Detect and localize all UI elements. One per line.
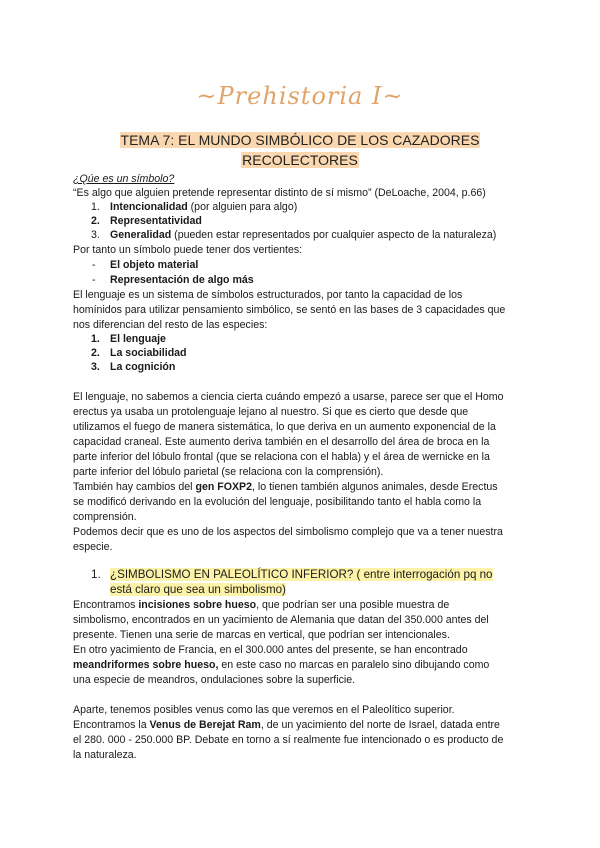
text-run: , que podrían ser una posible muestra de	[256, 599, 450, 611]
text-run: , de un yacimiento del norte de Israel, datada entre	[260, 719, 500, 731]
bold-term: meandriformes sobre hueso,	[73, 659, 219, 671]
bullet: -	[92, 274, 96, 286]
topic-heading-line-1: TEMA 7: EL MUNDO SIMBÓLICO DE LOS CAZADORES	[120, 132, 480, 148]
list-bold: Intencionalidad	[110, 201, 188, 213]
paragraph-line: comprensión.	[73, 511, 137, 523]
paragraph-line	[73, 718, 500, 733]
text-run: Encontramos la	[73, 719, 150, 731]
list-bold: Representatividad	[110, 215, 202, 227]
page-title: ~Prehistoria I~	[196, 82, 404, 110]
list-item	[91, 200, 100, 215]
list-number: 3.	[91, 361, 100, 373]
topic-heading	[0, 130, 600, 170]
paragraph-line: homínidos para utilizar pensamiento simbólico, se sentó en las bases de 3 capacidades que	[73, 304, 506, 316]
list-item-text	[110, 228, 496, 243]
paragraph-line: parte inferior del lóbulo parietal (se relaciona con la comprensión).	[73, 466, 384, 478]
bullet-text: Representación de algo más	[110, 274, 254, 286]
paragraph-line: Aparte, tenemos posibles venus como las que veremos en el Paleolítico superior.	[73, 704, 455, 716]
paragraph: Por tanto un símbolo puede tener dos vertientes:	[73, 244, 303, 256]
section-heading	[110, 567, 493, 582]
list-rest: (por alguien para algo)	[187, 201, 298, 213]
paragraph-line	[73, 598, 449, 613]
list-bold: El lenguaje	[110, 333, 166, 345]
section-heading	[110, 582, 286, 597]
paragraph-line: una especie de meandros, ondulaciones sobre la superficie.	[73, 674, 356, 686]
section-number: 1.	[91, 568, 101, 581]
paragraph-line: utilizamos el fuego de manera sistemática, lo que deriva en un aumento exponencial de la	[73, 421, 496, 433]
paragraph-line: especie.	[73, 541, 113, 553]
bullet-text: El objeto material	[110, 259, 199, 271]
list-number: 2.	[91, 215, 100, 227]
gene-name: gen FOXP2	[195, 481, 252, 493]
paragraph-line: erectus ya usaba un protolenguaje lejano al nuestro. Si que es cierto que desde que	[73, 406, 469, 418]
definition-quote: “Es algo que alguien pretende representar distinto de sí mismo” (DeLoache, 2004, p.66)	[73, 187, 486, 199]
text-run: , lo tienen también algunos animales, desde Erectus	[252, 481, 498, 493]
list-rest: (pueden estar representados por cualquier aspecto de la naturaleza)	[171, 229, 497, 241]
list-number: 2.	[91, 347, 100, 359]
paragraph-line: El lenguaje es un sistema de símbolos estructurados, por tanto la capacidad de los	[73, 289, 463, 301]
paragraph-line	[73, 480, 498, 495]
paragraph-line: la naturaleza.	[73, 749, 137, 761]
paragraph-line: En otro yacimiento de Francia, en el 300.000 antes del presente, se han encontrado	[73, 644, 468, 656]
question-heading: ¿Qúe es un símbolo?	[73, 173, 175, 185]
section-heading-line-1: ¿SIMBOLISMO EN PALEOLÍTICO INFERIOR? ( entre interrogación pq no	[110, 568, 493, 581]
list-number: 3.	[91, 229, 100, 241]
list-number: 1.	[91, 201, 100, 213]
paragraph-line: presente. Tienen una serie de marcas en vertical, que podrían ser intencionales.	[73, 629, 450, 641]
paragraph-line: nos diferencian del resto de las especies:	[73, 319, 268, 331]
text-run: Encontramos	[73, 599, 139, 611]
topic-heading-line-2: RECOLECTORES	[242, 152, 358, 168]
list-bold: La sociabilidad	[110, 347, 187, 359]
bold-term: Venus de Berejat Ram	[149, 719, 261, 731]
bullet: -	[92, 259, 96, 271]
paragraph-line: Podemos decir que es uno de los aspectos del simbolismo complejo que va a tener nuestra	[73, 526, 503, 538]
section-heading-line-2: está claro que sea un simbolismo)	[110, 583, 286, 596]
paragraph-line: parte inferior del lóbulo frontal (que se relaciona con el habla) y el área de wernicke en la	[73, 451, 490, 463]
text-run: en este caso no marcas en paralelo sino dibujando como	[218, 659, 490, 671]
list-number: 1.	[91, 333, 100, 345]
paragraph-line: capacidad craneal. Este aumento deriva también en el desarrollo del área de broca en la	[73, 436, 490, 448]
text-run: También hay cambios del	[73, 481, 196, 493]
list-item-text	[110, 200, 297, 215]
paragraph-line: el 280. 000 - 250.000 BP. Debate en torno a sí realmente fue intencionado o es producto de	[73, 734, 504, 746]
bold-term: incisiones sobre hueso	[138, 599, 257, 611]
paragraph-line: se modificó derivando en la evolución del lenguaje, posibilitando tanto el habla como la	[73, 496, 482, 508]
list-bold: La cognición	[110, 361, 176, 373]
paragraph-line: simbolismo, encontrados en un yacimiento de Alemania que datan del 350.000 antes del	[73, 614, 489, 626]
paragraph-line: El lenguaje, no sabemos a ciencia cierta cuándo empezó a usarse, parece ser que el Homo	[73, 391, 504, 403]
paragraph-line	[73, 658, 489, 673]
list-bold: Generalidad	[110, 229, 172, 241]
